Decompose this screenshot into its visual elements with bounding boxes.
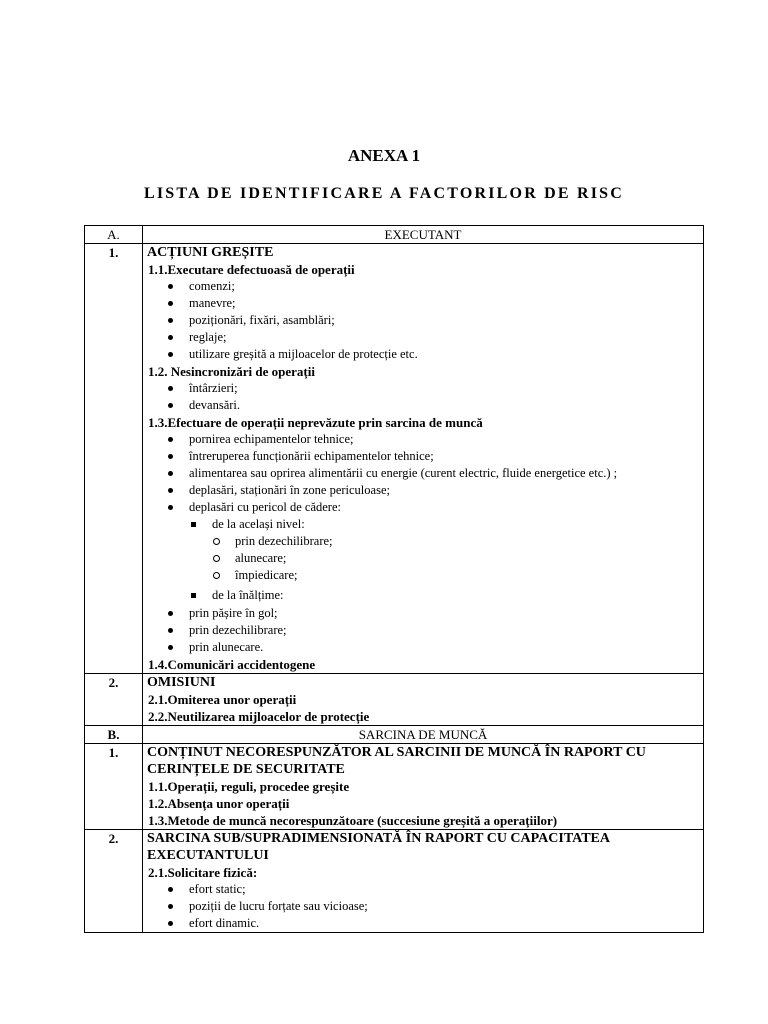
row-number: 2. (85, 674, 143, 726)
list-item: alimentarea sau oprirea alimentării cu energie (curent electric, fluide energetice etc.) ; (147, 465, 699, 482)
subsection-title: 1.1.Operații, reguli, procedee greșite (148, 779, 350, 794)
list-item: deplasări, staționări în zone periculoase; (147, 482, 699, 499)
list-item: pornirea echipamentelor tehnice; (147, 431, 699, 448)
row-content (143, 744, 704, 830)
list-item: utilizare greșită a mijloacelor de protecție etc. (147, 346, 699, 363)
table-row (85, 674, 704, 726)
row-title: OMISIUNI (147, 675, 216, 690)
section-b-header-row (85, 726, 704, 744)
row-number: 1. (85, 244, 143, 674)
section-b-letter: B. (85, 726, 143, 744)
row-content (143, 830, 704, 933)
list-item: poziții de lucru forțate sau vicioase; (147, 898, 699, 915)
list-item: devansări. (147, 397, 699, 414)
table-row (85, 830, 704, 933)
nested-list-item: împiedicare; (147, 567, 699, 584)
list-item: efort dinamic. (147, 915, 699, 932)
list-item: prin alunecare. (147, 639, 699, 656)
subsection-title: 2.2.Neutilizarea mijloacelor de protecție (148, 709, 370, 724)
row-title: CONȚINUT NECORESPUNZĂTOR AL SARCINII DE MUNCĂ ÎN RAPORT CU CERINȚELE DE SECURITATE (147, 745, 646, 777)
row-title: SARCINA SUB/SUPRADIMENSIONATĂ ÎN RAPORT CU CAPACITATEA EXECUTANTULUI (147, 831, 610, 863)
list-item: efort static; (147, 881, 699, 898)
section-a-title: EXECUTANT (143, 226, 704, 244)
row-number: 2. (85, 830, 143, 933)
list-item: prin pășire în gol; (147, 605, 699, 622)
table-row (85, 244, 704, 674)
subsection-title: 2.1.Solicitare fizică: (148, 865, 258, 880)
list-item: reglaje; (147, 329, 699, 346)
risk-factors-table (84, 225, 704, 933)
row-content (143, 244, 704, 674)
subsection-title: 1.2. Nesincronizări de operații (148, 364, 315, 379)
row-number: 1. (85, 744, 143, 830)
subsection-title: 1.3.Metode de muncă necorespunzătoare (succesiune greșită a operațiilor) (148, 813, 558, 828)
row-title: ACȚIUNI GREȘITE (147, 245, 274, 260)
subsection-title: 1.4.Comunicări accidentogene (148, 657, 316, 672)
nested-list-item: de la înălțime: (147, 587, 699, 604)
document-title: LISTA DE IDENTIFICARE A FACTORILOR DE RISC (143, 185, 625, 202)
list-item: prin dezechilibrare; (147, 622, 699, 639)
subsection-title: 1.3.Efectuare de operații neprevăzute prin sarcina de muncă (148, 415, 483, 430)
annex-heading: ANEXA 1 (347, 146, 421, 165)
nested-list-item: prin dezechilibrare; (147, 533, 699, 550)
list-item: manevre; (147, 295, 699, 312)
list-item: comenzi; (147, 278, 699, 295)
list-item: poziționări, fixări, asamblări; (147, 312, 699, 329)
section-a-header-row (85, 226, 704, 244)
subsection-title: 1.2.Absența unor operații (148, 796, 290, 811)
row-content (143, 674, 704, 726)
table-row (85, 744, 704, 830)
section-a-letter: A. (85, 226, 143, 244)
section-b-title: SARCINA DE MUNCĂ (143, 726, 704, 744)
subsection-title: 1.1.Executare defectuoasă de operații (148, 262, 355, 277)
list-item: întârzieri; (147, 380, 699, 397)
list-item: deplasări cu pericol de cădere: (147, 499, 699, 516)
subsection-title: 2.1.Omiterea unor operații (148, 692, 297, 707)
list-item: întreruperea funcționării echipamentelor tehnice; (147, 448, 699, 465)
nested-list-item: alunecare; (147, 550, 699, 567)
nested-list-item: de la același nivel: (147, 516, 699, 533)
